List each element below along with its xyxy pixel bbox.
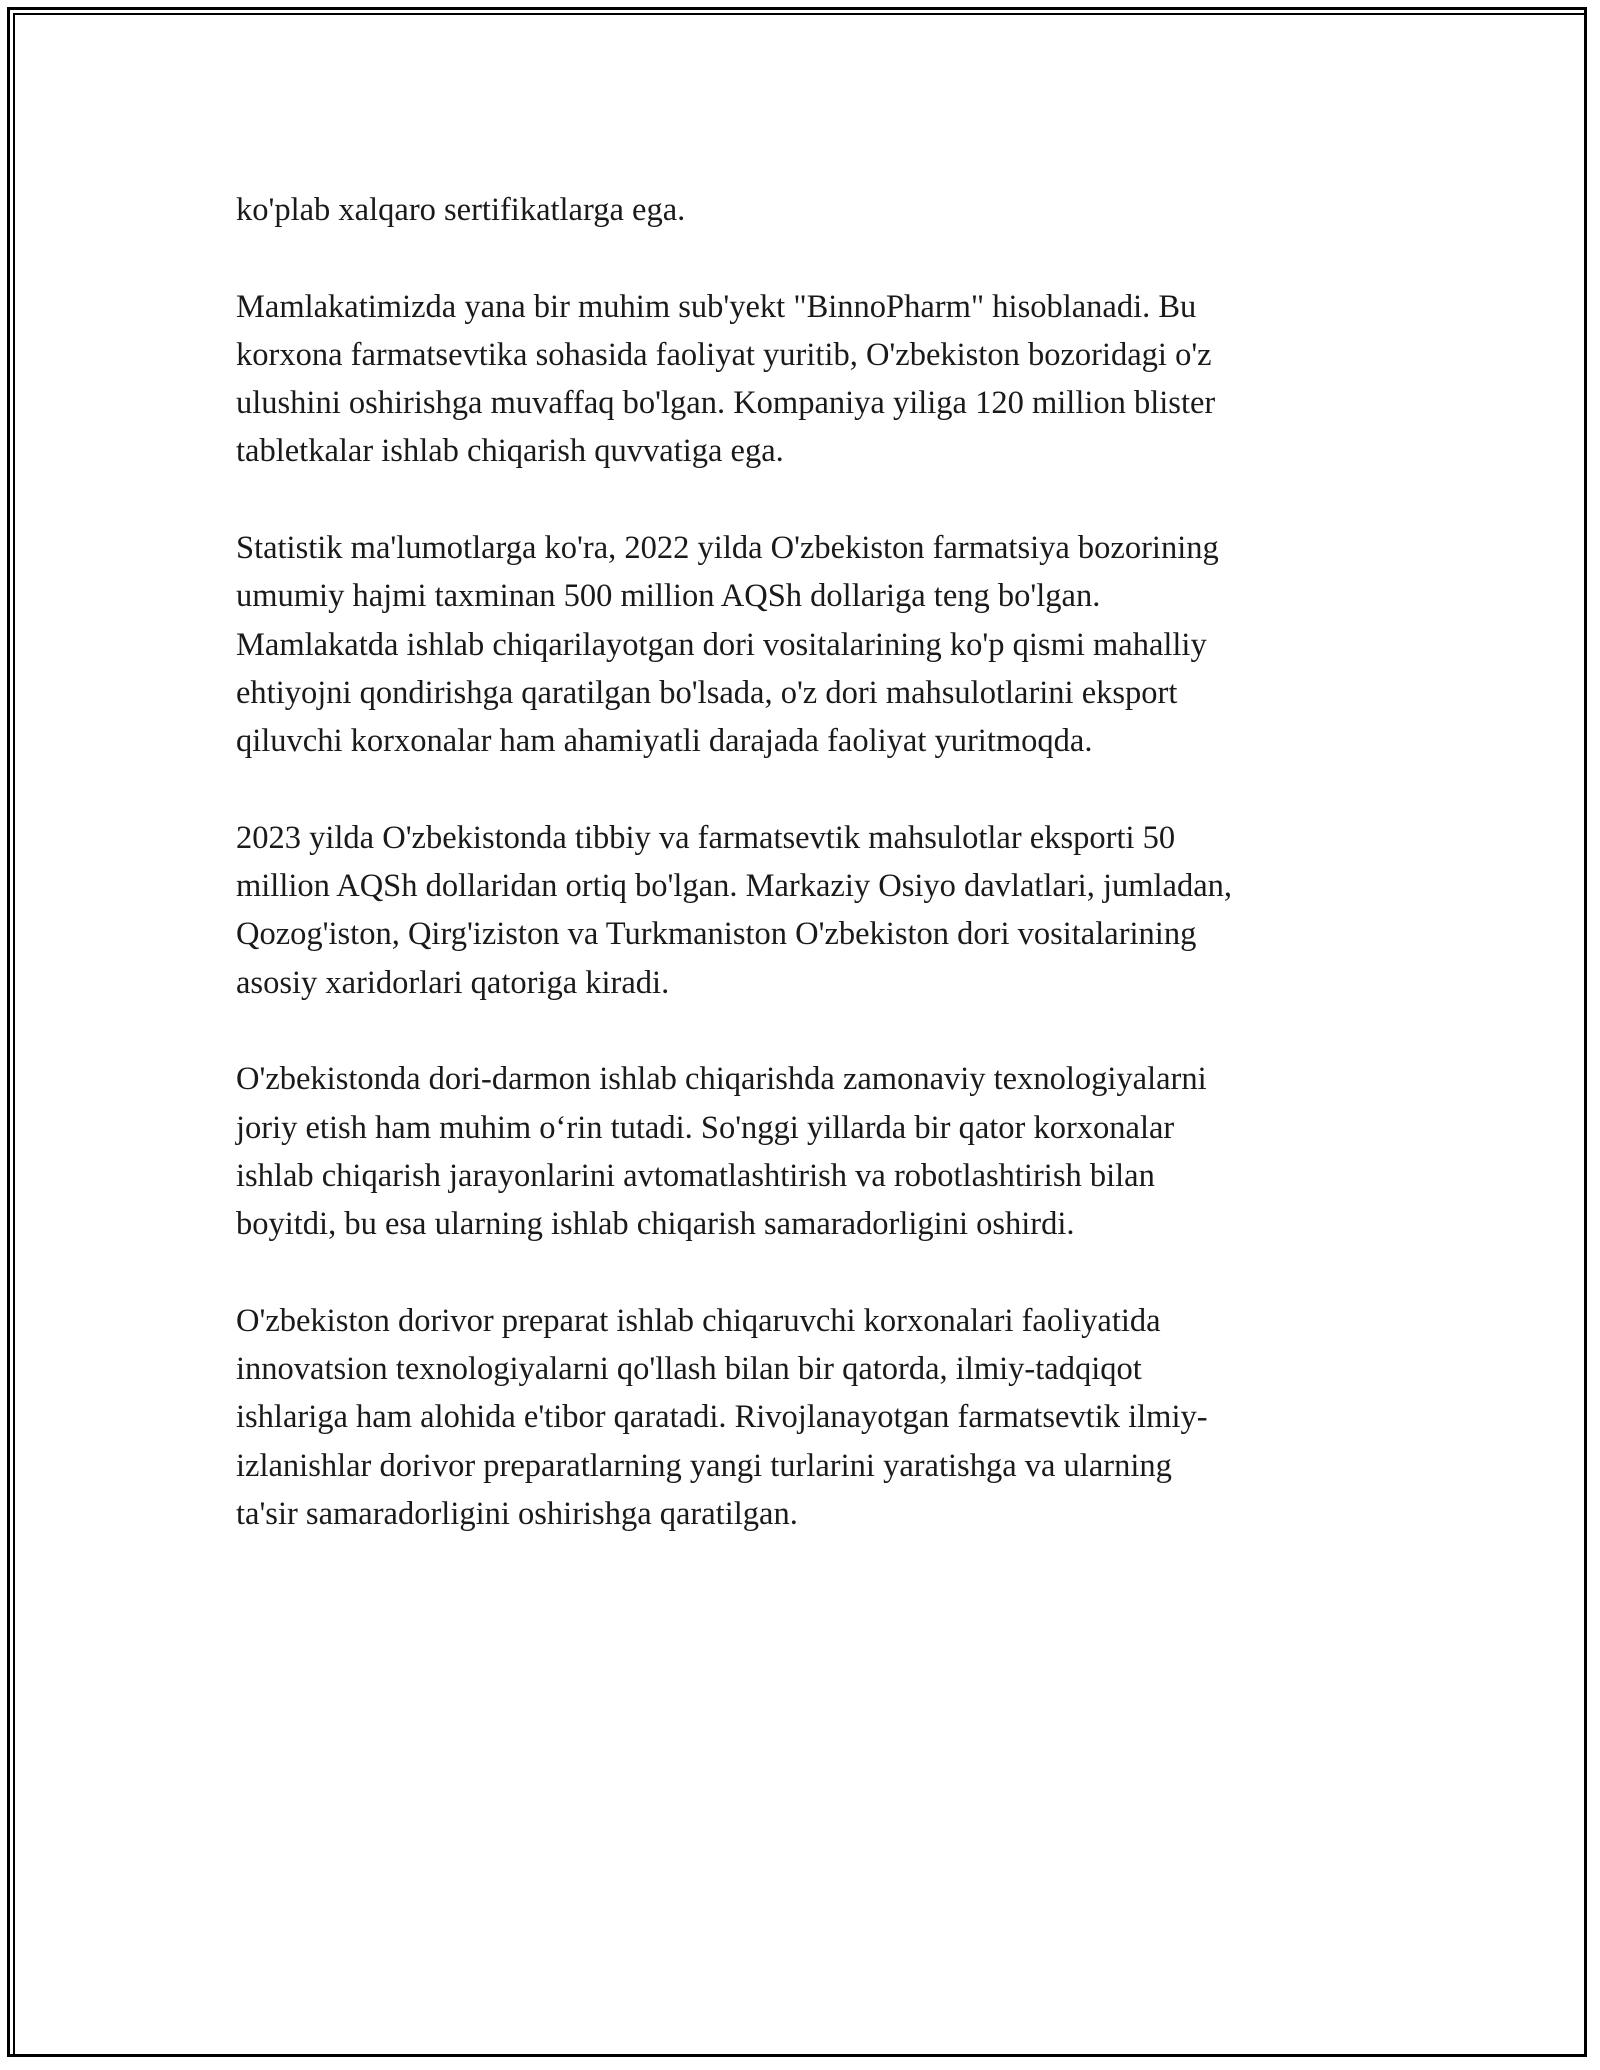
paragraph-1: ko'plab xalqaro sertifikatlarga ega. xyxy=(236,192,686,228)
paragraph-4: 2023 yilda O'zbekistonda tibbiy va farmatsevtik mahsulotlar eksporti 50 million AQSh dollaridan ortiq bo'lgan. Markaziy Osiyo davlatlari, jumladan, Qozog'iston, Qirg'iziston va Turkmaniston O'zbekiston dori vositalarining asosiy xaridorlari qatoriga kiradi. xyxy=(236,819,1233,1001)
paragraph-6: O'zbekiston dorivor preparat ishlab chiqaruvchi korxonalari faoliyatida innovatsion texnologiyalarni qo'llash bilan bir qatorda, ilmiy-tadqiqot ishlariga ham alohida e'tibor qaratadi. Rivojlanayotgan farmatsevtik ilmiy- izlanishlar dorivor preparatlarning yangi turlarini yaratishga va ularning ta'sir samaradorligini oshirishga qaratilgan. xyxy=(236,1302,1208,1533)
paragraph-3: Statistik ma'lumotlarga ko'ra, 2022 yilda O'zbekiston farmatsiya bozorining umumiy hajmi taxminan 500 million AQSh dollariga teng bo'lgan. Mamlakatda ishlab chiqarilayotgan dori vositalarining ko'p qismi mahalliy ehtiyojni qondirishga qaratilgan bo'lsada, o'z dori mahsulotlarini eksport qiluvchi korxonalar ham ahamiyatli darajada faoliyat yuritmoqda. xyxy=(236,530,1219,760)
paragraph-5: O'zbekistonda dori-darmon ishlab chiqarishda zamonaviy texnologiyalarni joriy etish ham muhim o‘rin tutadi. So'nggi yillarda bir qator korxonalar ishlab chiqarish jarayonlarini avtomatlashtirish va robotlashtirish bilan boyitdi, bu esa ularning ishlab chiqarish samaradorligini oshirdi. xyxy=(236,1061,1207,1243)
document-body xyxy=(236,186,1366,1587)
paragraph-2: Mamlakatimizda yana bir muhim sub'yekt "BinnoPharm" hisoblanadi. Bu korxona farmatsevtika sohasida faoliyat yuritib, O'zbekiston bozoridagi o'z ulushini oshirishga muvaffaq bo'lgan. Kompaniya yiliga 120 million blister tabletkalar ishlab chiqarish quvvatiga ega. xyxy=(236,288,1216,470)
